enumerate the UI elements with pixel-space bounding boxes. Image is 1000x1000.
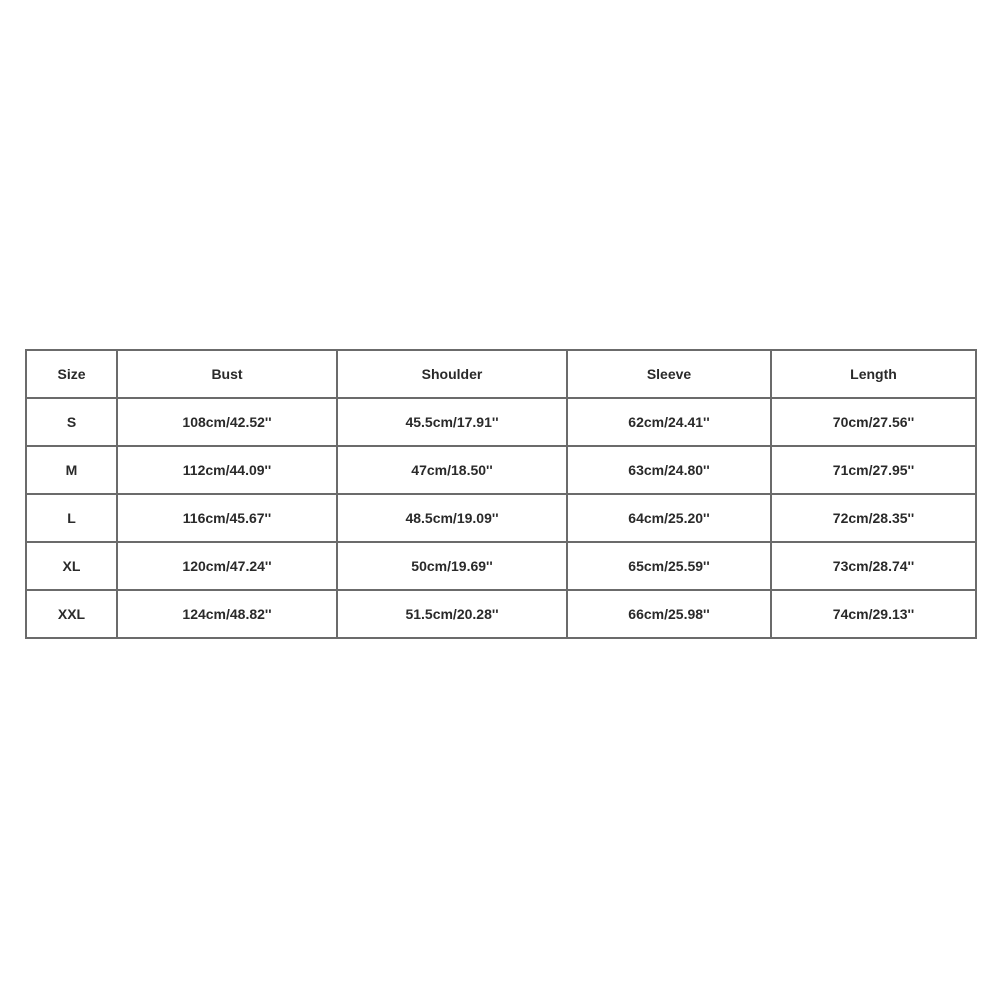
sleeve-cell: 62cm/24.41'' (567, 398, 771, 446)
header-bust: Bust (117, 350, 337, 398)
length-cell: 73cm/28.74'' (771, 542, 976, 590)
table-row (26, 542, 976, 590)
size-chart-table (25, 349, 977, 639)
sleeve-cell: 63cm/24.80'' (567, 446, 771, 494)
size-cell: XL (26, 542, 117, 590)
table-row (26, 446, 976, 494)
bust-cell: 116cm/45.67'' (117, 494, 337, 542)
table-row (26, 590, 976, 638)
bust-cell: 120cm/47.24'' (117, 542, 337, 590)
sleeve-cell: 64cm/25.20'' (567, 494, 771, 542)
size-cell: M (26, 446, 117, 494)
length-cell: 71cm/27.95'' (771, 446, 976, 494)
header-length: Length (771, 350, 976, 398)
shoulder-cell: 47cm/18.50'' (337, 446, 567, 494)
length-cell: 72cm/28.35'' (771, 494, 976, 542)
bust-cell: 124cm/48.82'' (117, 590, 337, 638)
size-cell: S (26, 398, 117, 446)
length-cell: 74cm/29.13'' (771, 590, 976, 638)
header-shoulder: Shoulder (337, 350, 567, 398)
shoulder-cell: 51.5cm/20.28'' (337, 590, 567, 638)
header-row (26, 350, 976, 398)
bust-cell: 112cm/44.09'' (117, 446, 337, 494)
table-row (26, 398, 976, 446)
shoulder-cell: 48.5cm/19.09'' (337, 494, 567, 542)
size-cell: L (26, 494, 117, 542)
sleeve-cell: 66cm/25.98'' (567, 590, 771, 638)
sleeve-cell: 65cm/25.59'' (567, 542, 771, 590)
table-row (26, 494, 976, 542)
header-sleeve: Sleeve (567, 350, 771, 398)
size-cell: XXL (26, 590, 117, 638)
shoulder-cell: 50cm/19.69'' (337, 542, 567, 590)
bust-cell: 108cm/42.52'' (117, 398, 337, 446)
length-cell: 70cm/27.56'' (771, 398, 976, 446)
shoulder-cell: 45.5cm/17.91'' (337, 398, 567, 446)
header-size: Size (26, 350, 117, 398)
